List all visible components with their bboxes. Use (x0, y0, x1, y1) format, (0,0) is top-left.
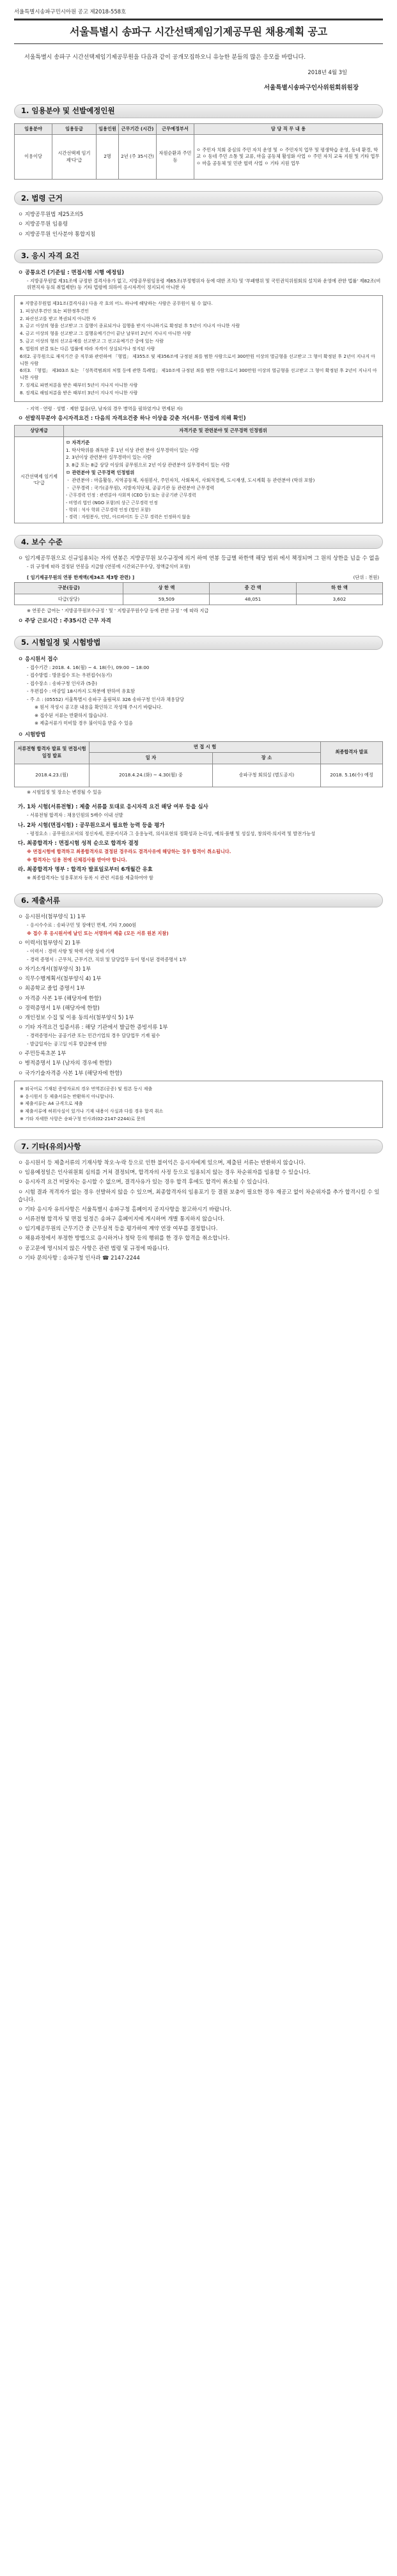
field-req-heading: ㅇ 선발직무분야 응시자격요건 : 다음의 자격요건중 하나 이상을 갖춘 자(서류· 면접에 의해 확인) (18, 415, 246, 422)
criteria-line: - 근무경력 인정 : 관련분야 사회적 (CEO 등) 또는 공공기관 근무경력 (66, 493, 196, 498)
exam-item: 가. 1차 시험(서류전형) : 제출 서류를 토대로 응시자격 요건 해당 여부 등을 심사 (18, 803, 208, 810)
title-box (14, 19, 383, 44)
salary-caption: [ 임기제공무원의 연봉 한계액(제34조 제3항 관련) ] (27, 574, 135, 580)
box-line: ※ 제출서류에 허위사실이 있거나 기재 내용이 사실과 다를 경우 합격 취소 (20, 1109, 164, 1114)
schedule-table (14, 741, 383, 787)
section-2-header: 2. 법령 근거 (14, 191, 383, 205)
doc-item: ㅇ 직무수행계획서(첨부양식 4) 1부 (18, 975, 102, 982)
box-line: 3. 금고 이상의 형을 선고받고 그 집행이 종료되거나 집행을 받지 아니하기로 확정된 후 5년이 지나지 아니한 사람 (20, 323, 240, 329)
salary-table (14, 582, 383, 605)
law-item: ㅇ 지방공무원 임용령 (18, 220, 68, 228)
col-dept: 근무예정부서 (157, 123, 194, 134)
eligibility-note: - 지역 · 연령 · 성별 · 제한 없음(단, 남자의 경우 병역을 필하였거나 면제된 자) (27, 405, 183, 412)
doc-item: ※ 접수 후 응시원서에 날인 또는 서명하여 제출 (모든 서류 원본 지참) (27, 930, 169, 936)
col-grade: 임용등급 (52, 123, 97, 134)
criteria-line: ㆍ 근무경력 : 국가(공무원), 지방자치단체, 공공기관 등 관련분야 근무경력 (66, 484, 215, 491)
doc-notes-box (14, 1081, 383, 1128)
cell-field: 이용이당 (15, 135, 52, 180)
doc-item: ㅇ 국가기술자격증 사본 1부 (해당자에 한함) (18, 1069, 122, 1076)
qualification-table (14, 425, 383, 523)
section-1-header: 1. 임용분야 및 선발예정인원 (14, 104, 383, 118)
box-line: 7. 징계로 파면처분을 받은 때부터 5년이 지나지 아니한 사람 (20, 383, 138, 389)
criteria-line: - 경력 : 자원봉사, 인턴, 아르바이트 등 근무 경력은 인정하지 않음 (66, 514, 191, 520)
cell-period: 2년 (주 35시간) (119, 135, 157, 180)
criteria-line: 3. 8급 또는 8급 상당 이상의 공무원으로 2년 이상 관련분야 실무경력이 있는 사람 (66, 462, 230, 468)
cell-duty: ㅇ 주민자 치회 중심의 주민 자치 운영 및 ㅇ 주민자치 업무 및 평생학습 운영, 동네 환경, 학교 ㅇ 동네 주민 소통 및 교류, 마을 공동체 활성화 사업 ㅇ 주민 자치 교육 지원 및 기타 업무 ㅇ 마을 공동체 및 민관 협력 사업 ㅇ 기타 지원 업무 (194, 135, 383, 180)
doc-item: - 응시수수료 : 송파구민 및 장애인 면제, 기타 7,000원 (27, 922, 137, 929)
schedule-note: ※ 시험일정 및 장소는 변경될 수 있음 (27, 789, 102, 795)
criteria-line: - 비영리 법인 (NGO 포함)의 상근 근무경력 인정 (66, 500, 158, 505)
col-doc-result: 서류전형 합격자 발표 및 면접시험일정 발표 (15, 741, 90, 764)
notice-item: ㅇ 채용과정에서 부정한 방법으로 응시하거나 청탁 등의 행위를 한 경우 합격을 취소합니다. (18, 1235, 230, 1242)
notice-date: 2018년 4월 3일 (307, 68, 347, 75)
cell-place: 송파구청 회의실 (별도공지) (212, 764, 320, 787)
application-note: ※ 제출서류가 미비할 경우 불이익을 받을 수 있음 (35, 720, 133, 726)
criteria-line: 2. 3년이상 관련분야 실무경력이 있는 사람 (66, 454, 152, 461)
section-6-header: 6. 제출서류 (14, 893, 383, 907)
page-title: 서울특별시 송파구 시간선택제임기제공무원 채용계획 공고 (70, 26, 327, 38)
doc-item: - 경력증명서는 공공기관 또는 민간기업의 경우 담당업무 기재 필수 (27, 1033, 160, 1039)
salary-text: ㅇ 임기제공무원으로 신규임용되는 자의 연봉은 지방공무원 보수규정에 의거 하여 연봉 등급별 하한액 해당 범위 에서 책정되며 그 원의 상한을 넘을 수 없음 (18, 555, 380, 562)
section-4-header: 4. 보수 수준 (14, 535, 383, 549)
col-date: 일 자 (90, 753, 213, 764)
doc-item: ㅇ 자격증 사본 1부 (해당자에 한함) (18, 994, 102, 1001)
doc-item: ㅇ 이력서(첨부양식 2) 1부 (18, 939, 81, 946)
cell-date: 2018.4.24.(화) ~ 4.30(월) 중 (90, 764, 213, 787)
col-rank: 상당계급 (15, 426, 64, 436)
law-item: ㅇ 지방공무원 인사분야 통합지침 (18, 230, 96, 237)
notice-item: ㅇ 시험 결과 적격자가 없는 경우 선발하지 않을 수 있으며, 최종합격자의 임용포기 등 결원 보충이 필요한 경우 재공고 없이 차순위자를 추가 합격시킬 수 있습니다. (18, 1188, 380, 1203)
warning-note: ※ 합격자는 임용 전에 신체검사를 받아야 합니다. (27, 856, 127, 863)
doc-item: ㅇ 경력증명서 1부 (해당자에 한함) (18, 1004, 100, 1011)
exam-item: 나. 2차 시험(면접시험) : 공무원으로서 필요한 능력 등을 평가 (18, 821, 165, 828)
notice-item: ㅇ 응시원서 등 제출서류의 기재사항 착오·누락 등으로 인한 불이익은 응시자에게 있으며, 제출된 서류는 반환하지 않습니다. (18, 1159, 306, 1166)
notice-item: ㅇ 기타 응시자 유의사항은 서울특별시 송파구청 홈페이지 공지사항을 참고하시기 바랍니다. (18, 1205, 232, 1212)
cell-criteria (64, 436, 383, 523)
working-hours: ㅇ 주당 근로시간 : 주35시간 근무 자격 (18, 617, 111, 624)
application-note: ※ 접수된 서류는 반환하지 않습니다. (35, 712, 108, 718)
criteria-line: ㆍ 관련분야 : 마을활동, 지역공동체, 자원봉사, 주민자치, 사회복지, 사회적경제, 도시재생, 도시계획 등 관련분야 (학위 포함) (66, 477, 315, 483)
box-line: 6의2. 공무원으로 재직기간 중 직무와 관련하여 「형법」 제355조 및 제356조에 규정된 죄를 범한 사람으로서 300만원 이상의 벌금형을 선고받고 그 형이 확정된 후 2년이 지나지 아니한 사람 (20, 353, 375, 366)
doc-item: ㅇ 기타 자격요건 입증서류 : 해당 기관에서 발급한 증빙서류 1부 (18, 1024, 168, 1031)
notice-item: ㅇ 서류전형 합격자 및 면접 일정은 송파구 홈페이지에 게시하며 개별 통지하지 않습니다. (18, 1215, 225, 1222)
criteria-line: 1. 학사학위를 취득한 후 1년 이상 관련 분야 실무경력이 있는 사람 (66, 447, 199, 453)
application-heading: ㅇ 응시원서 접수 (18, 655, 58, 662)
doc-item: ㅇ 병적증명서 1부 (남자의 경우에 한함) (18, 1060, 112, 1067)
doc-item: - 발급일자는 공고일 이후 발급분에 한함 (27, 1040, 107, 1047)
col-field: 임용분야 (15, 123, 52, 134)
box-line: ※ 기타 자세한 사항은 송파구청 인사과(02-2147-2244)로 문의 (20, 1116, 145, 1122)
application-note: ※ 원서 작성시 공고문 내용을 확인하고 작성해 주시기 바랍니다. (35, 704, 163, 711)
application-line: - 주 소 : (05552) 서울특별시 송파구 올림픽로 326 송파구청 인사과 채용담당 (27, 696, 184, 702)
notice-item: ㅇ 응시자격 요건 미달자는 응시할 수 없으며, 결격사유가 있는 경우 합격 후에도 합격이 취소될 수 있습니다. (18, 1178, 270, 1185)
box-line: ※ 외국어로 기재된 증빙자료의 경우 번역본(공증) 및 원본 동시 제출 (20, 1086, 153, 1091)
col-criteria: 자격기준 및 관련분야 및 근무경력 인정범위 (64, 426, 383, 436)
doc-item: - 경력 증명서 : 근무처, 근무기간, 직위 및 담당업무 등이 명시된 경력증명서 1부 (27, 956, 187, 962)
box-line: 8. 징계로 해임처분을 받은 때부터 3년이 지나지 아니한 사람 (20, 390, 138, 396)
exam-method-heading: ㅇ 시험방법 (18, 731, 46, 738)
doc-item: ㅇ 개인정보 수집 및 이용 동의서(첨부양식 5) 1부 (18, 1014, 134, 1021)
box-line: 4. 금고 이상의 형을 선고받고 그 집행유예기간이 끝난 날부터 2년이 지나지 아니한 사람 (20, 331, 191, 337)
doc-item: - 이력서 : 경력 사항 및 학력 사항 상세 기재 (27, 948, 114, 955)
cell-rank: 시간선택제 임기제 '다'급 (15, 436, 64, 523)
col-grade: 구분(등급) (15, 583, 123, 594)
exam-item: ※ 최종합격자는 임용후보자 등록 시 관련 서류를 제출하여야 함 (27, 875, 153, 881)
salary-subtext: - 위 규정에 따라 결정된 연봉을 지급함 (연봉에 시간외근무수당, 정액급식비 포함) (27, 564, 191, 570)
recruitment-table (14, 123, 383, 180)
intro-text: 서울특별시 송파구 시간선택제임기제공무원을 다음과 같이 공개모집하오니 유능한 분들의 많은 응모를 바랍니다. (24, 54, 306, 61)
application-line: - 우편접수 : 마감일 18시까지 도착분에 한하여 유효함 (27, 688, 136, 695)
cell-grade: 다급(상당) (15, 594, 123, 605)
box-line: ※ 지방공무원법 제31조(결격사유) 다음 각 호의 어느 하나에 해당하는 사람은 공무원이 될 수 없다. (20, 300, 213, 306)
col-final: 최종합격자 발표 (321, 741, 383, 764)
col-duty: 담 당 직 무 내 용 (194, 123, 383, 134)
col-period: 근무기간 (시간) (119, 123, 157, 134)
col-lower: 하 한 액 (296, 583, 382, 594)
col-place: 장 소 (212, 753, 320, 764)
cell-grade: 시간선택제 임기제'다'급 (52, 135, 97, 180)
notice-item: ㅇ 임기제공무원의 근무기간 중 근무실적 등을 평가하여 계약 연장 여부를 결정합니다. (18, 1225, 218, 1232)
application-line: - 접수방법 : 방문접수 또는 우편접수(등기) (27, 672, 113, 679)
doc-item: ㅇ 주민등록초본 1부 (18, 1050, 66, 1057)
doc-item: ㅇ 최종학교 졸업 증명서 1부 (18, 985, 85, 992)
cell-final: 2018. 5.16(수) 예정 (321, 764, 383, 787)
cell-dept: 자원순환과 주민등 (157, 135, 194, 180)
common-req-text: - 지방공무원법 제31조에 규정한 결격사유가 없고, 지방공무원임용령 제65조(부정행위자 등에 대한 조치) 및 '부패행위 및 국민권익위원회의 설치와 운영에 관한 법률' 제82조(비위면직자 등의 취업제한) 등 기타 법령에 의하여 응시자격이 정지되지 아니한 자 (27, 277, 381, 291)
notice-item: ㅇ 임용예정일은 인사위원회 심의를 거쳐 결정되며, 합격자의 사정 등으로 임용되지 않는 경우 차순위자를 임용할 수 있습니다. (18, 1169, 311, 1176)
law-item: ㅇ 지방공무원법 제25조의5 (18, 211, 84, 218)
col-count: 임용인원 (97, 123, 119, 134)
common-req-heading: ㅇ 공통요건 (기준일 : 면접시험 시행 예정일) (18, 268, 125, 275)
box-line: 2. 파산선고를 받고 복권되지 아니한 자 (20, 316, 97, 321)
application-line: - 접수기간 : 2018. 4. 16(월) ~ 4. 18(수), 09:00 ~ 18:00 (27, 664, 150, 670)
section-7-header: 7. 기타(유의)사항 (14, 1139, 383, 1153)
criteria-line: - 학위 : 석사 학위 근무경력 인정 (법인 포함) (66, 507, 151, 513)
box-line: 5. 금고 이상의 형의 선고유예를 선고받고 그 선고유예기간 중에 있는 사람 (20, 339, 164, 344)
exam-item: 라. 최종합격자 명부 : 합격자 발표일로부터 6개월간 유효 (18, 866, 153, 873)
doc-item: ㅇ 자기소개서(첨부양식 3) 1부 (18, 966, 91, 972)
box-line: 1. 피성년후견인 또는 피한정후견인 (20, 308, 90, 314)
criteria-line: ㅁ 자격기준 (66, 439, 90, 445)
criteria-line: ㅁ 관련분야 및 근무경력 인정범위 (66, 470, 135, 476)
cell-middle: 48,051 (210, 594, 296, 605)
doc-item: ㅇ 응시원서(첨부양식 1) 1부 (18, 913, 86, 920)
exam-item: 다. 최종합격자 : 면접시험 성적 순으로 합격자 결정 (18, 840, 139, 847)
box-line: 6의3. 「형법」 제303조 또는 「성폭력범죄의 처벌 등에 관한 특례법」 제10조에 규정된 죄를 범한 사람으로서 300만원 이상의 벌금형을 선고받고 그 형이 확정된 후 2년이 지나지 아니한 사람 (20, 368, 377, 381)
issuing-org: 서울특별시송파구인사위원회위원장 (263, 84, 359, 91)
notice-item: ㅇ 기타 문의사항 : 송파구청 인사과 ☎ 2147-2244 (18, 1254, 140, 1261)
box-line: ※ 제출서류는 A4 규격으로 제출 (20, 1101, 83, 1107)
col-interview: 면 접 시 험 (90, 741, 321, 752)
section-3-header: 3. 응시 자격 요건 (14, 249, 383, 263)
exam-item: - 평정요소 : 공무원으로서의 정신자세, 전문지식과 그 응용능력, 의사표현의 정확성과 논리성, 예의·품행 및 성실성, 창의력·의지력 및 발전가능성 (27, 830, 316, 837)
cell-count: 2명 (97, 135, 119, 180)
notice-number: 서울특별시송파구민시아원 공고 제2018-558호 (14, 8, 127, 15)
section-5-header: 5. 시험일정 및 시험방법 (14, 636, 383, 650)
box-line: ※ 응시원서 등 제출서류는 반환하지 아니합니다. (20, 1093, 114, 1099)
box-line: 6. 법원의 판결 또는 다른 법률에 따라 자격이 상실되거나 정지된 사람 (20, 346, 155, 351)
cell-lower: 3,602 (296, 594, 382, 605)
notice-item: ㅇ 공고문에 명시되지 않은 사항은 관련 법령 및 규정에 따릅니다. (18, 1244, 169, 1251)
cell-doc-result: 2018.4.23.(월) (15, 764, 90, 787)
warning-note: ※ 면접시험에 합격하고 최종합격자로 결정된 경우라도 결격사유에 해당하는 경우 합격이 취소됩니다. (27, 849, 231, 855)
application-line: - 접수장소 : 송파구청 인사과 (5층) (27, 680, 97, 686)
exam-item: - 서류전형 합격자 : 채용인원의 5배수 이내 선발 (27, 812, 123, 819)
disqualification-box (14, 295, 383, 402)
col-upper: 상 한 액 (123, 583, 210, 594)
col-middle: 중 간 액 (210, 583, 296, 594)
cell-upper: 59,509 (123, 594, 210, 605)
salary-unit: (단위 : 천원) (353, 574, 379, 580)
salary-note: ※ 연봉은 급여는 ' 지방공무원보수규정 ' 및 ' 지방공무원수당 등에 관한 규정 ' 에 따라 지급 (27, 608, 209, 614)
